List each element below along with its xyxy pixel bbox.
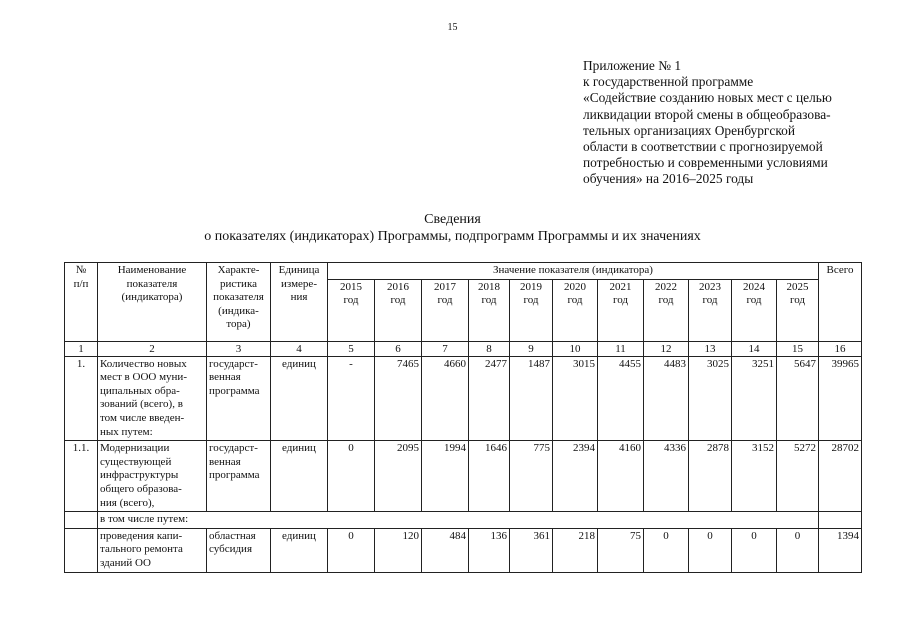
cell-value: 3251 <box>732 356 777 441</box>
cell-value: 0 <box>689 528 732 572</box>
header-year: 2025 год <box>777 279 819 341</box>
appendix-line: потребностью и современными условиями <box>583 155 828 171</box>
cell-value: 4455 <box>598 356 644 441</box>
cell-value: 361 <box>510 528 553 572</box>
column-number: 12 <box>644 341 689 356</box>
header-year: 2023 год <box>689 279 732 341</box>
cell-unit: единиц <box>271 528 328 572</box>
cell-value: 1646 <box>469 441 510 512</box>
header-year: 2017 год <box>422 279 469 341</box>
header-unit: Единица измере- ния <box>271 263 328 342</box>
cell-name: Модернизации существующей инфраструктуры общего образова- ния (всего), <box>98 441 207 512</box>
table-row <box>65 512 862 529</box>
column-number: 15 <box>777 341 819 356</box>
column-number: 2 <box>98 341 207 356</box>
cell-value: 0 <box>777 528 819 572</box>
appendix-line: ликвидации второй смены в общеобразова- <box>583 106 831 122</box>
column-number: 7 <box>422 341 469 356</box>
header-characteristic: Характе- ристика показателя (индика- тора) <box>207 263 271 342</box>
cell-value: 218 <box>553 528 598 572</box>
header-name: Наименование показателя (индикатора) <box>98 263 207 342</box>
column-number: 4 <box>271 341 328 356</box>
cell-value: 3015 <box>553 356 598 441</box>
header-year: 2021 год <box>598 279 644 341</box>
cell-value: 2394 <box>553 441 598 512</box>
cell-num <box>65 512 98 529</box>
cell-value: 0 <box>732 528 777 572</box>
cell-value: 2477 <box>469 356 510 441</box>
cell-value: 136 <box>469 528 510 572</box>
column-number: 1 <box>65 341 98 356</box>
appendix-line: Приложение № 1 <box>583 58 682 73</box>
table-row <box>65 528 862 572</box>
cell-total <box>819 512 862 529</box>
cell-total: 39965 <box>819 356 862 441</box>
cell-value: 775 <box>510 441 553 512</box>
cell-value: - <box>328 356 375 441</box>
cell-value: 0 <box>328 441 375 512</box>
header-year: 2022 год <box>644 279 689 341</box>
cell-name: проведения капи- тального ремонта зданий ОО <box>98 528 207 572</box>
title-line-2: о показателях (индикаторах) Программы, подпрограмм Программы и их значениях <box>204 229 701 244</box>
cell-value: 4336 <box>644 441 689 512</box>
cell-total: 1394 <box>819 528 862 572</box>
column-number: 10 <box>553 341 598 356</box>
cell-value: 4160 <box>598 441 644 512</box>
cell-value: 2878 <box>689 441 732 512</box>
cell-value: 4483 <box>644 356 689 441</box>
cell-value: 2095 <box>375 441 422 512</box>
cell-num: 1.1. <box>65 441 98 512</box>
cell-unit: единиц <box>271 441 328 512</box>
header-year: 2020 год <box>553 279 598 341</box>
table-row <box>65 356 862 441</box>
cell-value: 5647 <box>777 356 819 441</box>
appendix-line: тельных организациях Оренбургской <box>583 122 796 138</box>
header-year: 2018 год <box>469 279 510 341</box>
header-value-group: Значение показателя (индикатора) <box>328 263 819 280</box>
header-total: Всего <box>819 263 862 342</box>
column-number: 13 <box>689 341 732 356</box>
cell-value: 0 <box>328 528 375 572</box>
cell-value: 5272 <box>777 441 819 512</box>
cell-value: 3152 <box>732 441 777 512</box>
table-row <box>65 441 862 512</box>
appendix-line: «Содействие созданию новых мест с целью <box>583 90 832 106</box>
header-year: 2019 год <box>510 279 553 341</box>
column-number: 14 <box>732 341 777 356</box>
cell-value: 3025 <box>689 356 732 441</box>
column-number: 16 <box>819 341 862 356</box>
column-number: 6 <box>375 341 422 356</box>
cell-value: 0 <box>644 528 689 572</box>
cell-characteristic: областная субсидия <box>207 528 271 572</box>
appendix-block <box>583 58 883 188</box>
column-number: 8 <box>469 341 510 356</box>
cell-unit: единиц <box>271 356 328 441</box>
appendix-line: обучения» на 2016–2025 годы <box>583 171 754 187</box>
appendix-line: области в соответствии с прогнозируемой <box>583 139 823 155</box>
cell-value: 120 <box>375 528 422 572</box>
column-number: 3 <box>207 341 271 356</box>
subheader-cell: в том числе путем: <box>98 512 819 529</box>
cell-total: 28702 <box>819 441 862 512</box>
cell-value: 1994 <box>422 441 469 512</box>
indicators-table <box>64 262 862 573</box>
column-number: 9 <box>510 341 553 356</box>
column-number: 5 <box>328 341 375 356</box>
cell-characteristic: государст- венная программа <box>207 441 271 512</box>
column-number: 11 <box>598 341 644 356</box>
document-title <box>0 211 905 245</box>
header-year: 2024 год <box>732 279 777 341</box>
cell-characteristic: государст- венная программа <box>207 356 271 441</box>
title-line-1: Сведения <box>424 212 481 227</box>
cell-value: 75 <box>598 528 644 572</box>
page-number: 15 <box>447 22 458 33</box>
cell-value: 484 <box>422 528 469 572</box>
cell-num: 1. <box>65 356 98 441</box>
header-year: 2015 год <box>328 279 375 341</box>
cell-value: 1487 <box>510 356 553 441</box>
appendix-line: к государственной программе <box>583 74 754 90</box>
header-num: № п/п <box>65 263 98 342</box>
header-year: 2016 год <box>375 279 422 341</box>
cell-value: 7465 <box>375 356 422 441</box>
cell-num <box>65 528 98 572</box>
cell-name: Количество новых мест в ООО муни- ципальных обра- зований (всего), в том числе введен- ных путем: <box>98 356 207 441</box>
cell-value: 4660 <box>422 356 469 441</box>
